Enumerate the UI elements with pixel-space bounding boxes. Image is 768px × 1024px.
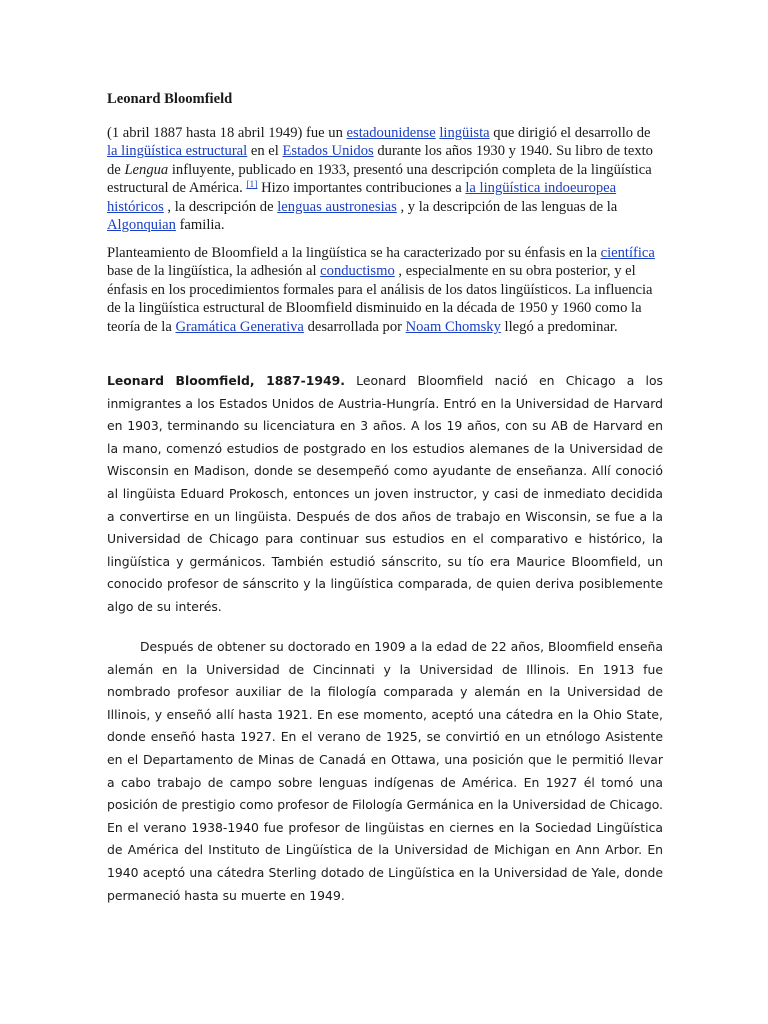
link-gramatica-generativa[interactable]: Gramática Generativa: [175, 318, 304, 335]
text-run: en el: [247, 143, 283, 160]
page-title: Leonard Bloomfield: [107, 91, 233, 107]
intro-paragraph: [107, 124, 663, 234]
text-run: que dirigió el desarrollo de: [489, 125, 651, 141]
link-conductismo[interactable]: conductismo: [320, 263, 395, 280]
text-run: durante los años 1930 y 1940. Su libro de texto de: [107, 143, 653, 178]
link-lenguas-austronesias[interactable]: lenguas austronesias: [277, 198, 397, 215]
link-noam-chomsky[interactable]: Noam Chomsky: [405, 318, 501, 335]
biography-lead: Leonard Bloomfield, 1887-1949.: [107, 373, 345, 388]
text-run: desarrollada por: [303, 318, 406, 335]
text-run: familia.: [175, 217, 225, 234]
link-linguistica-indoeuropea[interactable]: la lingüística indoeuropea históricos: [107, 180, 617, 215]
approach-paragraph: [107, 244, 663, 336]
text-run: , especialmente en su obra posterior, y el énfasis en los procedimientos formales para el análisis de los datos lingüísticos. La influencia de la lingüística estructural de Bloomfield disminuido en la década de 1950 y 1960 como la teoría de la: [107, 263, 653, 335]
link-cientifica[interactable]: científica: [600, 245, 655, 261]
text-run: Planteamiento de Bloomfield a la lingüística se ha caracterizado por su énfasis en la: [107, 245, 601, 261]
link-algonquian[interactable]: Algonquian: [107, 217, 176, 234]
link-estadounidense[interactable]: estadounidense: [346, 125, 436, 141]
link-estados-unidos[interactable]: Estados Unidos: [282, 143, 374, 160]
text-run: influyente, publicado en 1933, presentó una descripción completa de la lingüística estructural de América.: [107, 161, 652, 197]
text-run: (1 abril 1887 hasta 18 abril 1949) fue un: [107, 125, 347, 141]
footnote-reference-link[interactable]: [1]: [246, 180, 258, 191]
text-run: Hizo importantes contribuciones a: [257, 180, 466, 197]
biography-text: Leonard Bloomfield nació en Chicago a los inmigrantes a los Estados Unidos de Austria-Hungría. Entró en la Universidad de Harvard en 1903, terminando su licenciatura en 3 años. A los 19 años, con su AB de Harvard en la mano, comenzó estudios de postgrado en los estudios alemanes de la Universidad de Wisconsin en Madison, donde se desempeñó como ayudante de enseñanza. Allí conoció al lingüista Eduard Prokosch, entonces un joven instructor, y casi de inmediato decidida a convertirse en un lingüista. Después de dos años de trabajo en Wisconsin, se fue a la Universidad de Chicago para continuar sus estudios en el comparativo e histórico, la lingüística y germánicos. También estudió sánscrito, su tío era Maurice Bloomfield, un conocido profesor de sánscrito y la lingüística comparada, de quien deriva posiblemente algo de su interés.: [107, 373, 663, 614]
book-title: Lengua: [124, 161, 169, 178]
text-run: base de la lingüística, la adhesión al: [107, 263, 321, 280]
link-linguista[interactable]: lingüista: [439, 125, 490, 141]
link-linguistica-estructural[interactable]: la lingüística estructural: [107, 143, 248, 160]
text-run: llegó a predominar.: [500, 318, 618, 335]
biography-paragraph: [107, 370, 663, 619]
text-run: , la descripción de: [163, 198, 278, 215]
career-paragraph: Después de obtener su doctorado en 1909 a la edad de 22 años, Bloomfield enseña alemán en la Universidad de Cincinnati y la Universidad de Illinois. En 1913 fue nombrado profesor auxiliar de la filología comparada y alemán en la Universidad de Illinois, y enseñó allí hasta 1921. En ese momento, aceptó una cátedra en la Ohio State, donde enseñó hasta 1927. En el verano de 1925, se convirtió en un etnólogo Asistente en el Departamento de Minas de Canadá en Ottawa, una posición que le permitió llevar a cabo trabajo de campo sobre lenguas indígenas de América. En 1927 él tomó una posición de prestigio como profesor de Filología Germánica en la Universidad de Chicago. En el verano 1938-1940 fue profesor de lingüistas en ciernes en la Sociedad Lingüística de América del Instituto de Lingüística de la Universidad de Michigan en Ann Arbor. En 1940 aceptó una cátedra Sterling dotado de Lingüística en la Universidad de Yale, donde permaneció hasta su muerte en 1949.: [107, 639, 663, 903]
text-run: , y la descripción de las lenguas de la: [396, 198, 618, 215]
